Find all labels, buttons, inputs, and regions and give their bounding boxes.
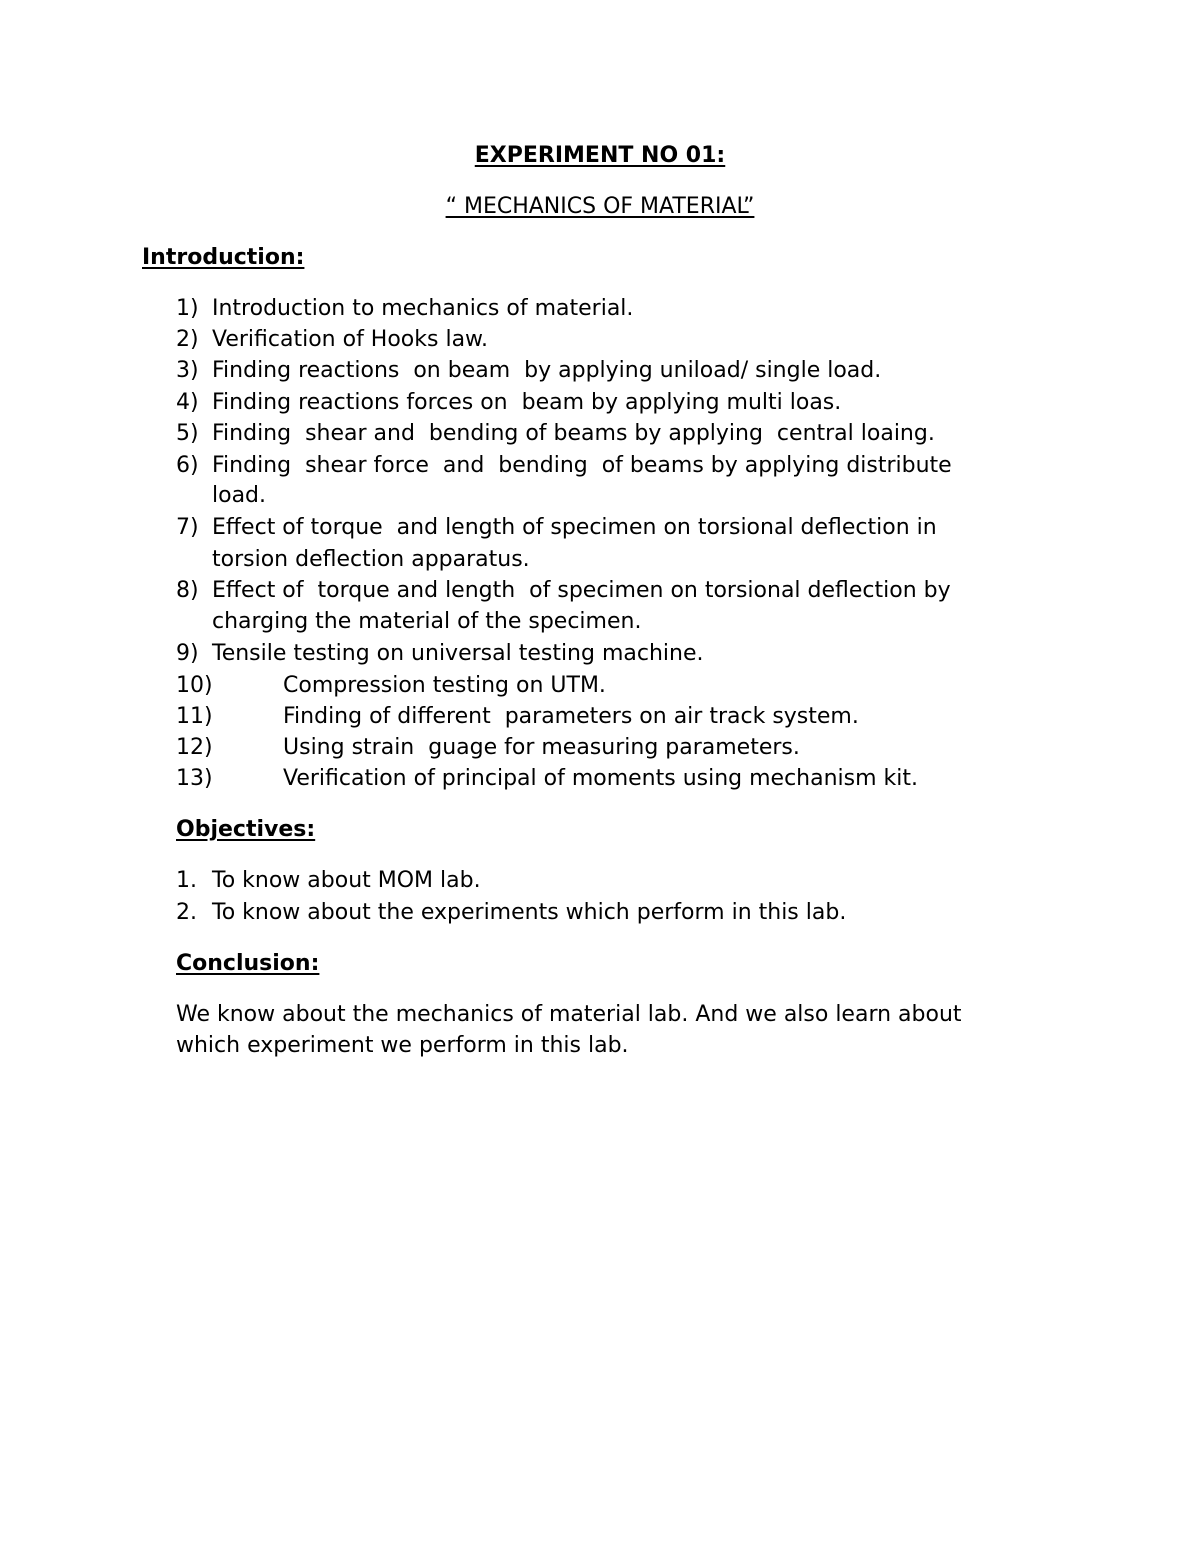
list-item-number: 4)	[176, 390, 199, 415]
list-item-text-continued: charging the material of the specimen.	[212, 609, 642, 634]
list-item-text: Finding shear and bending of beams by applying central loaing.	[212, 421, 935, 446]
list-item-text: Effect of torque and length of specimen on torsional deflection in	[212, 515, 937, 540]
list-item-text: Finding of different parameters on air track system.	[283, 704, 859, 729]
list-item-text: Finding reactions on beam by applying uniload/ single load.	[212, 358, 882, 383]
list-item-text: Finding shear force and bending of beams by applying distribute	[212, 453, 952, 478]
list-item-text: To know about the experiments which perform in this lab.	[212, 900, 847, 925]
experiment-title: EXPERIMENT NO 01:	[474, 143, 726, 168]
list-item-text: Finding reactions forces on beam by applying multi loas.	[212, 390, 842, 415]
list-item-number: 11)	[176, 704, 213, 729]
list-item-text: To know about MOM lab.	[212, 868, 481, 893]
list-item-text: Introduction to mechanics of material.	[212, 296, 634, 321]
experiment-subtitle: “ MECHANICS OF MATERIAL”	[445, 194, 755, 219]
list-item-number: 5)	[176, 421, 199, 446]
list-item-text: Verification of Hooks law.	[212, 327, 489, 352]
list-item-number: 7)	[176, 515, 199, 540]
list-item-number: 2)	[176, 327, 199, 352]
list-item-text: Verification of principal of moments using mechanism kit.	[283, 766, 919, 791]
introduction-heading: Introduction:	[142, 245, 305, 270]
list-item-number: 6)	[176, 453, 199, 478]
list-item-number: 2.	[176, 900, 197, 925]
conclusion-heading: Conclusion:	[176, 951, 320, 976]
list-item-number: 13)	[176, 766, 213, 791]
conclusion-line: which experiment we perform in this lab.	[176, 1033, 629, 1058]
list-item-text-continued: load.	[212, 483, 267, 508]
list-item-text: Using strain guage for measuring parameters.	[283, 735, 800, 760]
list-item-number: 12)	[176, 735, 213, 760]
list-item-number: 1.	[176, 868, 197, 893]
objectives-heading: Objectives:	[176, 817, 316, 842]
list-item-text: Tensile testing on universal testing machine.	[212, 641, 704, 666]
list-item-number: 9)	[176, 641, 199, 666]
list-item-text-continued: torsion deflection apparatus.	[212, 547, 530, 572]
list-item-number: 1)	[176, 296, 199, 321]
list-item-number: 3)	[176, 358, 199, 383]
list-item-number: 8)	[176, 578, 199, 603]
list-item-text: Compression testing on UTM.	[283, 673, 606, 698]
conclusion-line: We know about the mechanics of material lab. And we also learn about	[176, 1002, 962, 1027]
list-item-number: 10)	[176, 673, 213, 698]
list-item-text: Effect of torque and length of specimen on torsional deflection by	[212, 578, 951, 603]
